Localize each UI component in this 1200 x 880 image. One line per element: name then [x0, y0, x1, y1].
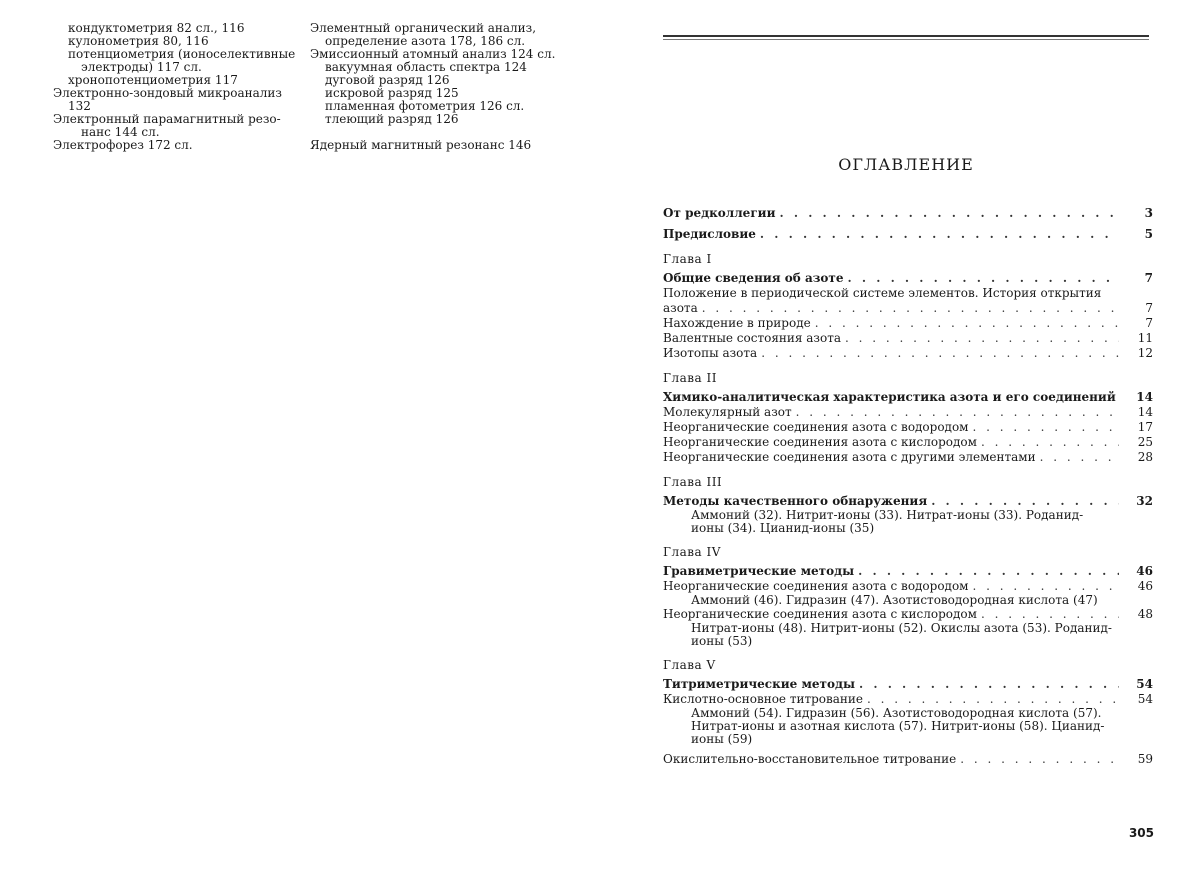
page-number: 305 — [1128, 826, 1154, 840]
toc-entry: Молекулярный азот . . . 14 — [663, 405, 1153, 420]
toc-entry: Неорганические соединения азота с водородом . . . 46 — [663, 579, 1153, 594]
index-column-right — [310, 21, 556, 152]
index-entry: потенциометрия (ионоселективные — [68, 47, 296, 61]
index-entry: тлеющий разряд 126 — [325, 112, 459, 126]
toc-entry: Неорганические соединения азота с кислородом . . . 25 — [663, 435, 1153, 450]
toc-entry: Общие сведения об азоте . . . 7 — [663, 271, 1153, 286]
toc-subentries: Аммоний (32). Нитрит-ионы (33). Нитрат-ионы (33). Роданид-ионы (34). Цианид-ионы (35) — [691, 508, 1084, 535]
toc-entry: Предисловие . . . 5 — [663, 227, 1153, 242]
toc-entry: Химико-аналитическая характеристика азота и его соединений 14 — [663, 390, 1153, 404]
header-rule — [663, 35, 1149, 40]
toc-entry: Титриметрические методы . . . 54 — [663, 677, 1153, 692]
index-entry: пламенная фотометрия 126 сл. — [325, 99, 525, 113]
chapter-heading: Глава III — [663, 475, 723, 489]
toc-title: ОГЛАВЛЕНИЕ — [838, 155, 974, 174]
toc-subentries: Аммоний (54). Гидразин (56). Азотистоводородная кислота (57). Нитрат-ионы и азотная кислота (57). Нитрит-ионы (58). Цианид-ионы (59) — [691, 706, 1105, 746]
index-entry: вакуумная область спектра 124 — [325, 60, 527, 74]
index-entry: искровой разряд 125 — [325, 86, 459, 100]
index-entry: Электрофорез 172 сл. — [53, 138, 193, 152]
toc-entry: азота . . . 7 — [663, 301, 1153, 316]
toc-entry: Гравиметрические методы . . . 46 — [663, 564, 1153, 579]
toc-subentries: Аммоний (46). Гидразин (47). Азотистоводородная кислота (47) — [691, 593, 1098, 607]
index-entry: определение азота 178, 186 сл. — [325, 34, 526, 48]
index-entry: кондуктометрия 82 сл., 116 — [68, 21, 245, 35]
index-column-left — [53, 21, 296, 152]
index-entry: Элементный органический анализ, — [310, 21, 537, 35]
chapter-heading: Глава V — [663, 658, 716, 672]
chapter-heading: Глава I — [663, 252, 712, 266]
index-entry: Эмиссионный атомный анализ 124 сл. — [310, 47, 556, 61]
toc-entry: Неорганические соединения азота с водородом . . . 17 — [663, 420, 1153, 435]
toc-entry-line: Положение в периодической системе элементов. История открытия — [663, 286, 1102, 300]
index-entry: электроды) 117 сл. — [81, 60, 202, 74]
toc-entry: Методы качественного обнаружения . . . 32 — [663, 494, 1153, 509]
toc-entry: Окислительно-восстановительное титрование . . . 59 — [663, 752, 1153, 767]
chapter-heading: Глава II — [663, 371, 717, 385]
index-entry: дуговой разряд 126 — [325, 73, 450, 87]
index-entry: нанс 144 сл. — [81, 125, 160, 139]
index-entry: кулонометрия 80, 116 — [68, 34, 209, 48]
toc-entry: Валентные состояния азота . . . 11 — [663, 331, 1153, 346]
index-entry: Ядерный магнитный резонанс 146 — [310, 138, 532, 152]
toc-entry: Изотопы азота . . . 12 — [663, 346, 1153, 361]
index-entry: хронопотенциометрия 117 — [68, 73, 238, 87]
toc-subentries: Нитрат-ионы (48). Нитрит-ионы (52). Окислы азота (53). Роданид-ионы (53) — [691, 621, 1112, 648]
toc-entry: От редколлегии . . . 3 — [663, 206, 1153, 221]
index-entry: Электронно-зондовый микроанализ — [53, 86, 282, 100]
table-of-contents — [663, 206, 1153, 767]
index-entry: 132 — [68, 99, 91, 113]
toc-entry: Нахождение в природе . . . 7 — [663, 316, 1153, 331]
toc-entry: Неорганические соединения азота с кислородом . . . 48 — [663, 607, 1153, 622]
chapter-heading: Глава IV — [663, 545, 721, 559]
index-entry: Электронный парамагнитный резо- — [53, 112, 281, 126]
toc-entry: Кислотно-основное титрование . . . 54 — [663, 692, 1153, 707]
toc-entry: Неорганические соединения азота с другими элементами . . . 28 — [663, 450, 1153, 465]
